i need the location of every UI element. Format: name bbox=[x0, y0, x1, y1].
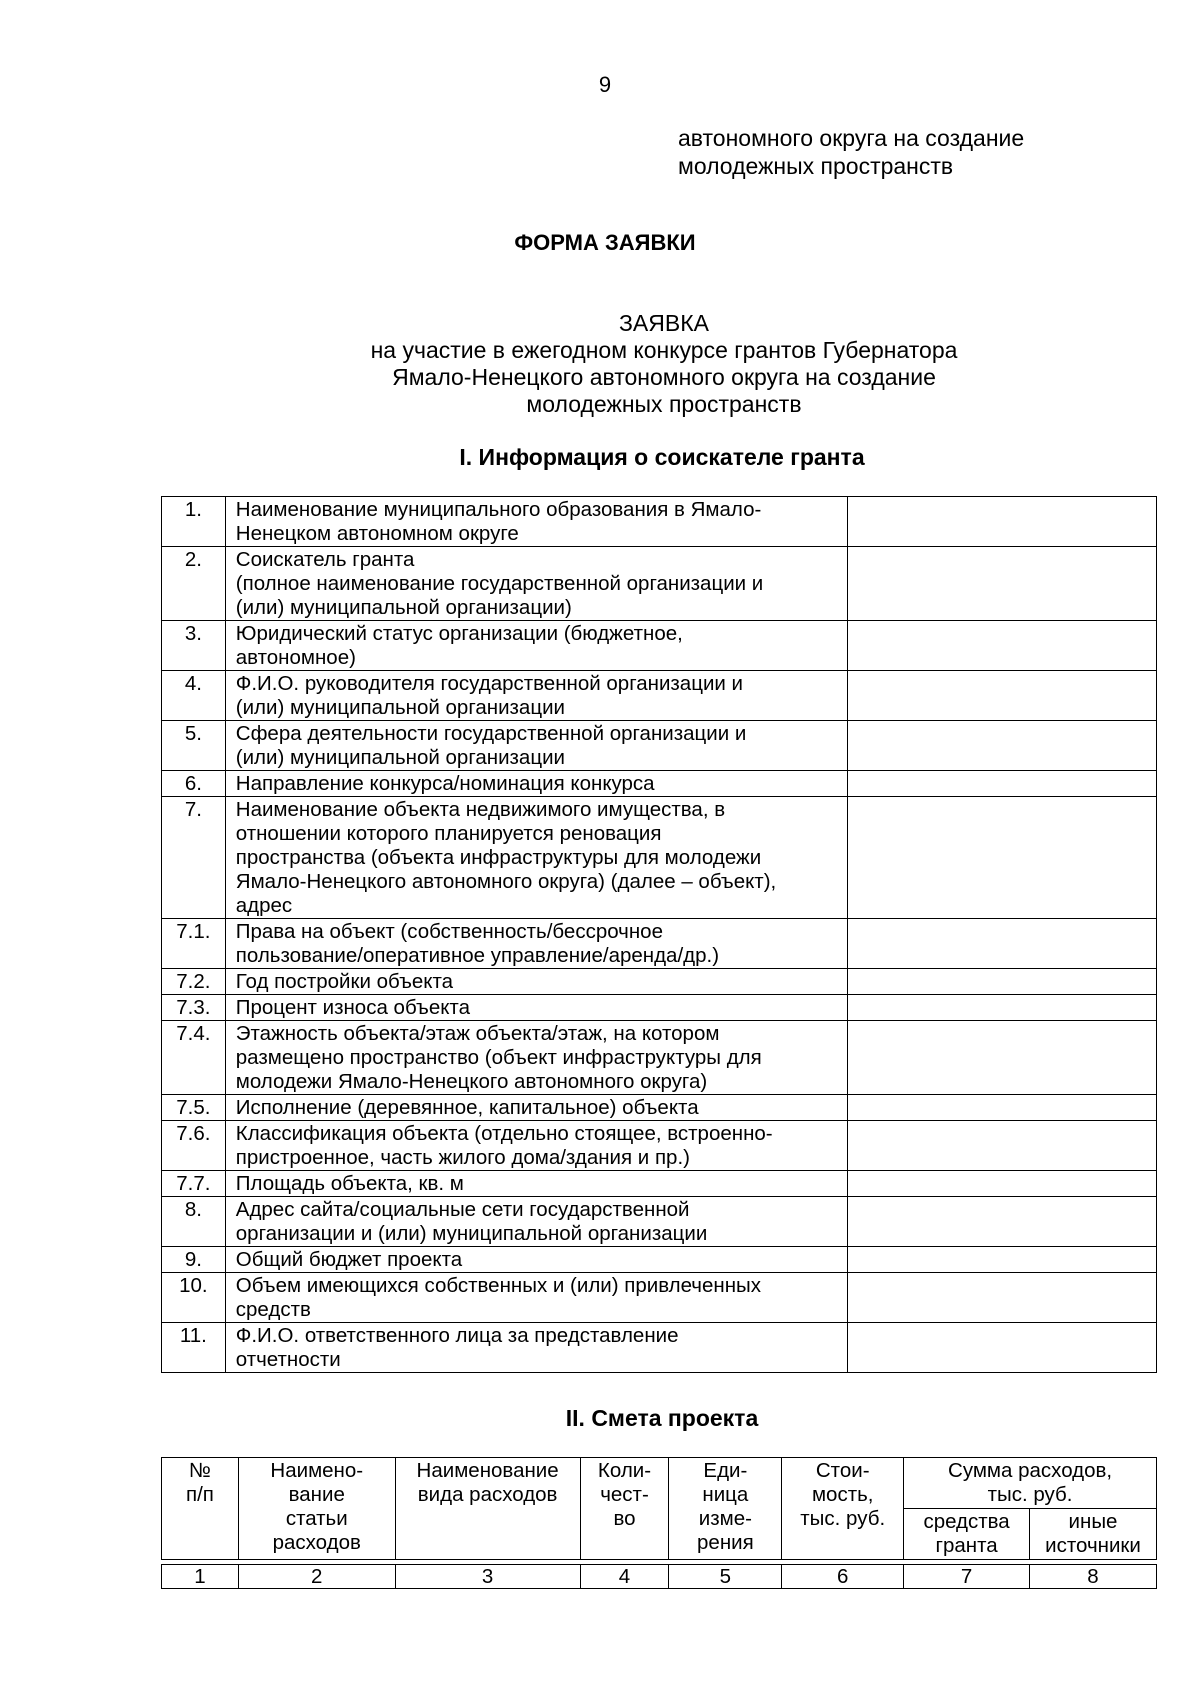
row-number: 5. bbox=[162, 721, 226, 771]
row-number: 3. bbox=[162, 621, 226, 671]
row-value-field[interactable] bbox=[848, 995, 1157, 1021]
row-number: 7.1. bbox=[162, 919, 226, 969]
info-row bbox=[162, 969, 1157, 995]
project-budget-table bbox=[161, 1457, 1157, 1589]
row-value-field[interactable] bbox=[848, 1273, 1157, 1323]
row-label bbox=[225, 1021, 848, 1095]
row-number: 7.2. bbox=[162, 969, 226, 995]
info-row bbox=[162, 1095, 1157, 1121]
row-value-field[interactable] bbox=[848, 1247, 1157, 1273]
info-row bbox=[162, 1171, 1157, 1197]
row-label bbox=[225, 1121, 848, 1171]
row-value-field[interactable] bbox=[848, 721, 1157, 771]
application-title-line: Ямало-Ненецкого автономного округа на создание bbox=[392, 364, 936, 390]
row-label bbox=[225, 621, 848, 671]
row-label-line: (или) муниципальной организации bbox=[235, 746, 565, 769]
column-number-cell: 1 bbox=[162, 1565, 239, 1589]
row-label bbox=[225, 721, 848, 771]
info-row bbox=[162, 1197, 1157, 1247]
row-label-line: Этажность объекта/этаж объекта/этаж, на котором bbox=[235, 1022, 720, 1045]
row-number: 4. bbox=[162, 671, 226, 721]
row-label-line: (или) муниципальной организации) bbox=[235, 596, 572, 619]
row-number: 1. bbox=[162, 497, 226, 547]
row-value-field[interactable] bbox=[848, 969, 1157, 995]
row-value-field[interactable] bbox=[848, 621, 1157, 671]
row-number: 7.7. bbox=[162, 1171, 226, 1197]
header-note bbox=[678, 124, 1024, 180]
row-label-line: отчетности bbox=[235, 1348, 341, 1371]
row-label bbox=[225, 547, 848, 621]
column-number-cell: 7 bbox=[904, 1565, 1030, 1589]
row-number: 8. bbox=[162, 1197, 226, 1247]
row-value-field[interactable] bbox=[848, 919, 1157, 969]
row-label-line: Соискатель гранта bbox=[235, 548, 415, 571]
row-label-line: автономное) bbox=[235, 646, 356, 669]
row-value-field[interactable] bbox=[848, 1171, 1157, 1197]
info-row bbox=[162, 671, 1157, 721]
row-value-field[interactable] bbox=[848, 1021, 1157, 1095]
row-label-line: Права на объект (собственность/бессрочное bbox=[235, 920, 663, 943]
row-label bbox=[225, 995, 848, 1021]
row-label-line: размещено пространство (объект инфраструктуры для bbox=[235, 1046, 762, 1069]
application-title bbox=[0, 310, 1200, 418]
row-label bbox=[225, 797, 848, 919]
info-row bbox=[162, 1121, 1157, 1171]
row-label-line: пристроенное, часть жилого дома/здания и пр.) bbox=[235, 1146, 690, 1169]
row-value-field[interactable] bbox=[848, 1095, 1157, 1121]
row-value-field[interactable] bbox=[848, 547, 1157, 621]
row-label-line: Исполнение (деревянное, капитальное) объекта bbox=[235, 1096, 699, 1119]
row-label-line: пространства (объекта инфраструктуры для молодежи bbox=[235, 846, 762, 869]
row-label-line: Процент износа объекта bbox=[235, 996, 470, 1019]
row-number: 7.5. bbox=[162, 1095, 226, 1121]
row-label-line: Ямало-Ненецкого автономного округа) (далее – объект), bbox=[235, 870, 777, 893]
header-cell-grant-funds: средства гранта bbox=[904, 1509, 1030, 1560]
header-note-line: автономного округа на создание bbox=[678, 125, 1025, 151]
column-number-cell: 6 bbox=[782, 1565, 904, 1589]
header-cell-other-sources: иные источники bbox=[1030, 1509, 1157, 1560]
row-label-line: молодежи Ямало-Ненецкого автономного округа) bbox=[235, 1070, 708, 1093]
row-label-line: (или) муниципальной организации bbox=[235, 696, 565, 719]
info-row bbox=[162, 919, 1157, 969]
row-number: 7.4. bbox=[162, 1021, 226, 1095]
row-number: 11. bbox=[162, 1323, 226, 1373]
row-label bbox=[225, 497, 848, 547]
row-label bbox=[225, 771, 848, 797]
info-row bbox=[162, 1273, 1157, 1323]
info-row bbox=[162, 547, 1157, 621]
column-number-cell: 5 bbox=[669, 1565, 782, 1589]
header-cell-quantity: Коли- чест- во bbox=[580, 1458, 669, 1560]
row-label bbox=[225, 1171, 848, 1197]
column-number-cell: 2 bbox=[238, 1565, 395, 1589]
header-cell-sum-group: Сумма расходов, тыс. руб. bbox=[904, 1458, 1157, 1509]
row-label bbox=[225, 671, 848, 721]
row-label bbox=[225, 1273, 848, 1323]
section-1-title: I. Информация о соискателе гранта bbox=[459, 444, 865, 470]
info-row bbox=[162, 797, 1157, 919]
info-row bbox=[162, 1021, 1157, 1095]
row-number: 7.6. bbox=[162, 1121, 226, 1171]
row-label-line: адрес bbox=[235, 894, 293, 917]
section-2-title: II. Смета проекта bbox=[565, 1405, 759, 1431]
row-label-line: Наименование муниципального образования в Ямало- bbox=[235, 498, 762, 521]
row-label-line: (полное наименование государственной организации и bbox=[235, 572, 764, 595]
row-label bbox=[225, 1197, 848, 1247]
row-label-line: Ф.И.О. ответственного лица за представление bbox=[235, 1324, 679, 1347]
row-value-field[interactable] bbox=[848, 1323, 1157, 1373]
row-number: 9. bbox=[162, 1247, 226, 1273]
row-label-line: Юридический статус организации (бюджетное, bbox=[235, 622, 683, 645]
row-number: 10. bbox=[162, 1273, 226, 1323]
header-cell-cost: Стои- мость, тыс. руб. bbox=[782, 1458, 904, 1560]
row-value-field[interactable] bbox=[848, 771, 1157, 797]
column-number-cell: 3 bbox=[395, 1565, 580, 1589]
header-cell-expense-type: Наименование вида расходов bbox=[395, 1458, 580, 1560]
row-label-line: Ненецком автономном округе bbox=[235, 522, 519, 545]
application-title-line: молодежных пространств bbox=[526, 391, 802, 417]
info-row bbox=[162, 1247, 1157, 1273]
header-cell-expense-item: Наимено- вание статьи расходов bbox=[238, 1458, 395, 1560]
header-cell-unit: Еди- ница изме- рения bbox=[669, 1458, 782, 1560]
row-number: 6. bbox=[162, 771, 226, 797]
row-label-line: Ф.И.О. руководителя государственной организации и bbox=[235, 672, 743, 695]
header-note-line: молодежных пространств bbox=[678, 153, 954, 179]
page-number: 9 bbox=[598, 72, 612, 97]
row-label-line: отношении которого планируется реновация bbox=[235, 822, 662, 845]
info-row bbox=[162, 721, 1157, 771]
column-number-cell: 4 bbox=[580, 1565, 669, 1589]
row-label-line: пользование/оперативное управление/аренда/др.) bbox=[235, 944, 720, 967]
info-row bbox=[162, 497, 1157, 547]
applicant-info-table bbox=[161, 496, 1157, 1373]
row-label bbox=[225, 1095, 848, 1121]
row-label-line: Объем имеющихся собственных и (или) привлеченных bbox=[235, 1274, 762, 1297]
application-title-line: на участие в ежегодном конкурсе грантов Губернатора bbox=[370, 337, 958, 363]
row-value-field[interactable] bbox=[848, 1197, 1157, 1247]
row-label-line: Общий бюджет проекта bbox=[235, 1248, 463, 1271]
application-title-line: ЗАЯВКА bbox=[619, 310, 709, 336]
row-number: 2. bbox=[162, 547, 226, 621]
row-label-line: Наименование объекта недвижимого имущества, в bbox=[235, 798, 726, 821]
row-value-field[interactable] bbox=[848, 797, 1157, 919]
row-value-field[interactable] bbox=[848, 671, 1157, 721]
row-label bbox=[225, 969, 848, 995]
row-label-line: Направление конкурса/номинация конкурса bbox=[235, 772, 655, 795]
row-value-field[interactable] bbox=[848, 497, 1157, 547]
info-row bbox=[162, 1323, 1157, 1373]
info-row bbox=[162, 621, 1157, 671]
column-number-cell: 8 bbox=[1030, 1565, 1157, 1589]
info-row bbox=[162, 771, 1157, 797]
row-value-field[interactable] bbox=[848, 1121, 1157, 1171]
row-label bbox=[225, 919, 848, 969]
row-label bbox=[225, 1247, 848, 1273]
info-row bbox=[162, 995, 1157, 1021]
row-number: 7. bbox=[162, 797, 226, 919]
row-label-line: средств bbox=[235, 1298, 311, 1321]
row-label-line: организации и (или) муниципальной организации bbox=[235, 1222, 708, 1245]
row-label-line: Адрес сайта/социальные сети государственной bbox=[235, 1198, 690, 1221]
row-label-line: Сфера деятельности государственной организации и bbox=[235, 722, 747, 745]
form-title: ФОРМА ЗАЯВКИ bbox=[514, 230, 696, 255]
row-number: 7.3. bbox=[162, 995, 226, 1021]
row-label-line: Площадь объекта, кв. м bbox=[235, 1172, 464, 1195]
header-cell-number: № п/п bbox=[162, 1458, 239, 1560]
row-label bbox=[225, 1323, 848, 1373]
row-label-line: Классификация объекта (отдельно стоящее, встроенно- bbox=[235, 1122, 773, 1145]
row-label-line: Год постройки объекта bbox=[235, 970, 454, 993]
